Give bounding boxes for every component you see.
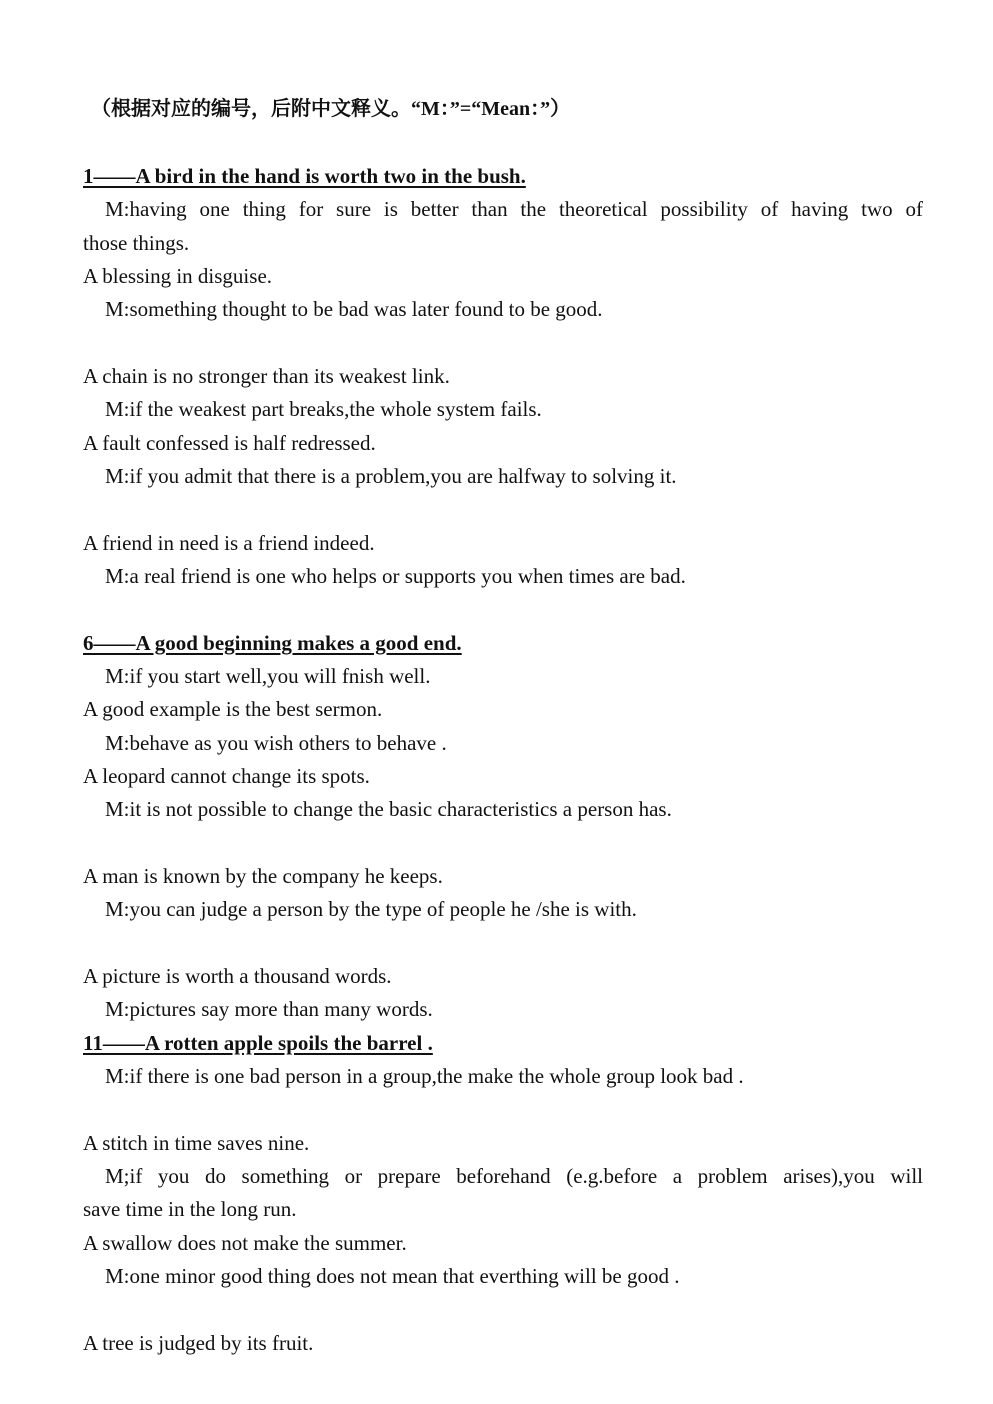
meaning-5: M:a real friend is one who helps or supports you when times are bad. bbox=[105, 564, 686, 588]
proverb-7: A good example is the best sermon. bbox=[83, 697, 383, 721]
meaning-2: M:something thought to be bad was later found to be good. bbox=[105, 297, 603, 321]
proverb-1: 1——A bird in the hand is worth two in the bush. bbox=[83, 164, 526, 188]
meaning-11: M:if there is one bad person in a group,the make the whole group look bad . bbox=[105, 1064, 744, 1088]
meaning-1-cont: those things. bbox=[83, 231, 190, 255]
meaning-6: M:if you start well,you will fnish well. bbox=[105, 664, 431, 688]
proverb-9: A man is known by the company he keeps. bbox=[83, 864, 443, 888]
proverb-6: 6——A good beginning makes a good end. bbox=[83, 631, 462, 655]
proverb-13: A swallow does not make the summer. bbox=[83, 1231, 407, 1255]
proverb-3: A chain is no stronger than its weakest link. bbox=[83, 364, 450, 388]
proverb-4: A fault confessed is half redressed. bbox=[83, 431, 376, 455]
meaning-10: M:pictures say more than many words. bbox=[105, 997, 433, 1021]
proverb-14: A tree is judged by its fruit. bbox=[83, 1331, 314, 1355]
proverb-12: A stitch in time saves nine. bbox=[83, 1131, 310, 1155]
meaning-12: M;if you do something or prepare beforehand (e.g.before a problem arises),you will bbox=[105, 1164, 923, 1188]
meaning-7: M:behave as you wish others to behave . bbox=[105, 731, 447, 755]
meaning-4: M:if you admit that there is a problem,you are halfway to solving it. bbox=[105, 464, 677, 488]
page-header: （根据对应的编号，后附中文释义。“M：”=“Mean：”） bbox=[91, 98, 571, 120]
meaning-9: M:you can judge a person by the type of people he /she is with. bbox=[105, 897, 637, 921]
proverb-5: A friend in need is a friend indeed. bbox=[83, 531, 375, 555]
proverb-8: A leopard cannot change its spots. bbox=[83, 764, 370, 788]
proverb-10: A picture is worth a thousand words. bbox=[83, 964, 392, 988]
meaning-12-cont: save time in the long run. bbox=[83, 1197, 297, 1221]
proverb-2: A blessing in disguise. bbox=[83, 264, 273, 288]
meaning-13: M:one minor good thing does not mean that everthing will be good . bbox=[105, 1264, 680, 1288]
meaning-8: M:it is not possible to change the basic characteristics a person has. bbox=[105, 797, 672, 821]
proverb-11: 11——A rotten apple spoils the barrel . bbox=[83, 1031, 433, 1055]
meaning-1: M:having one thing for sure is better than the theoretical possibility of having two of bbox=[105, 197, 923, 221]
meaning-3: M:if the weakest part breaks,the whole system fails. bbox=[105, 397, 542, 421]
